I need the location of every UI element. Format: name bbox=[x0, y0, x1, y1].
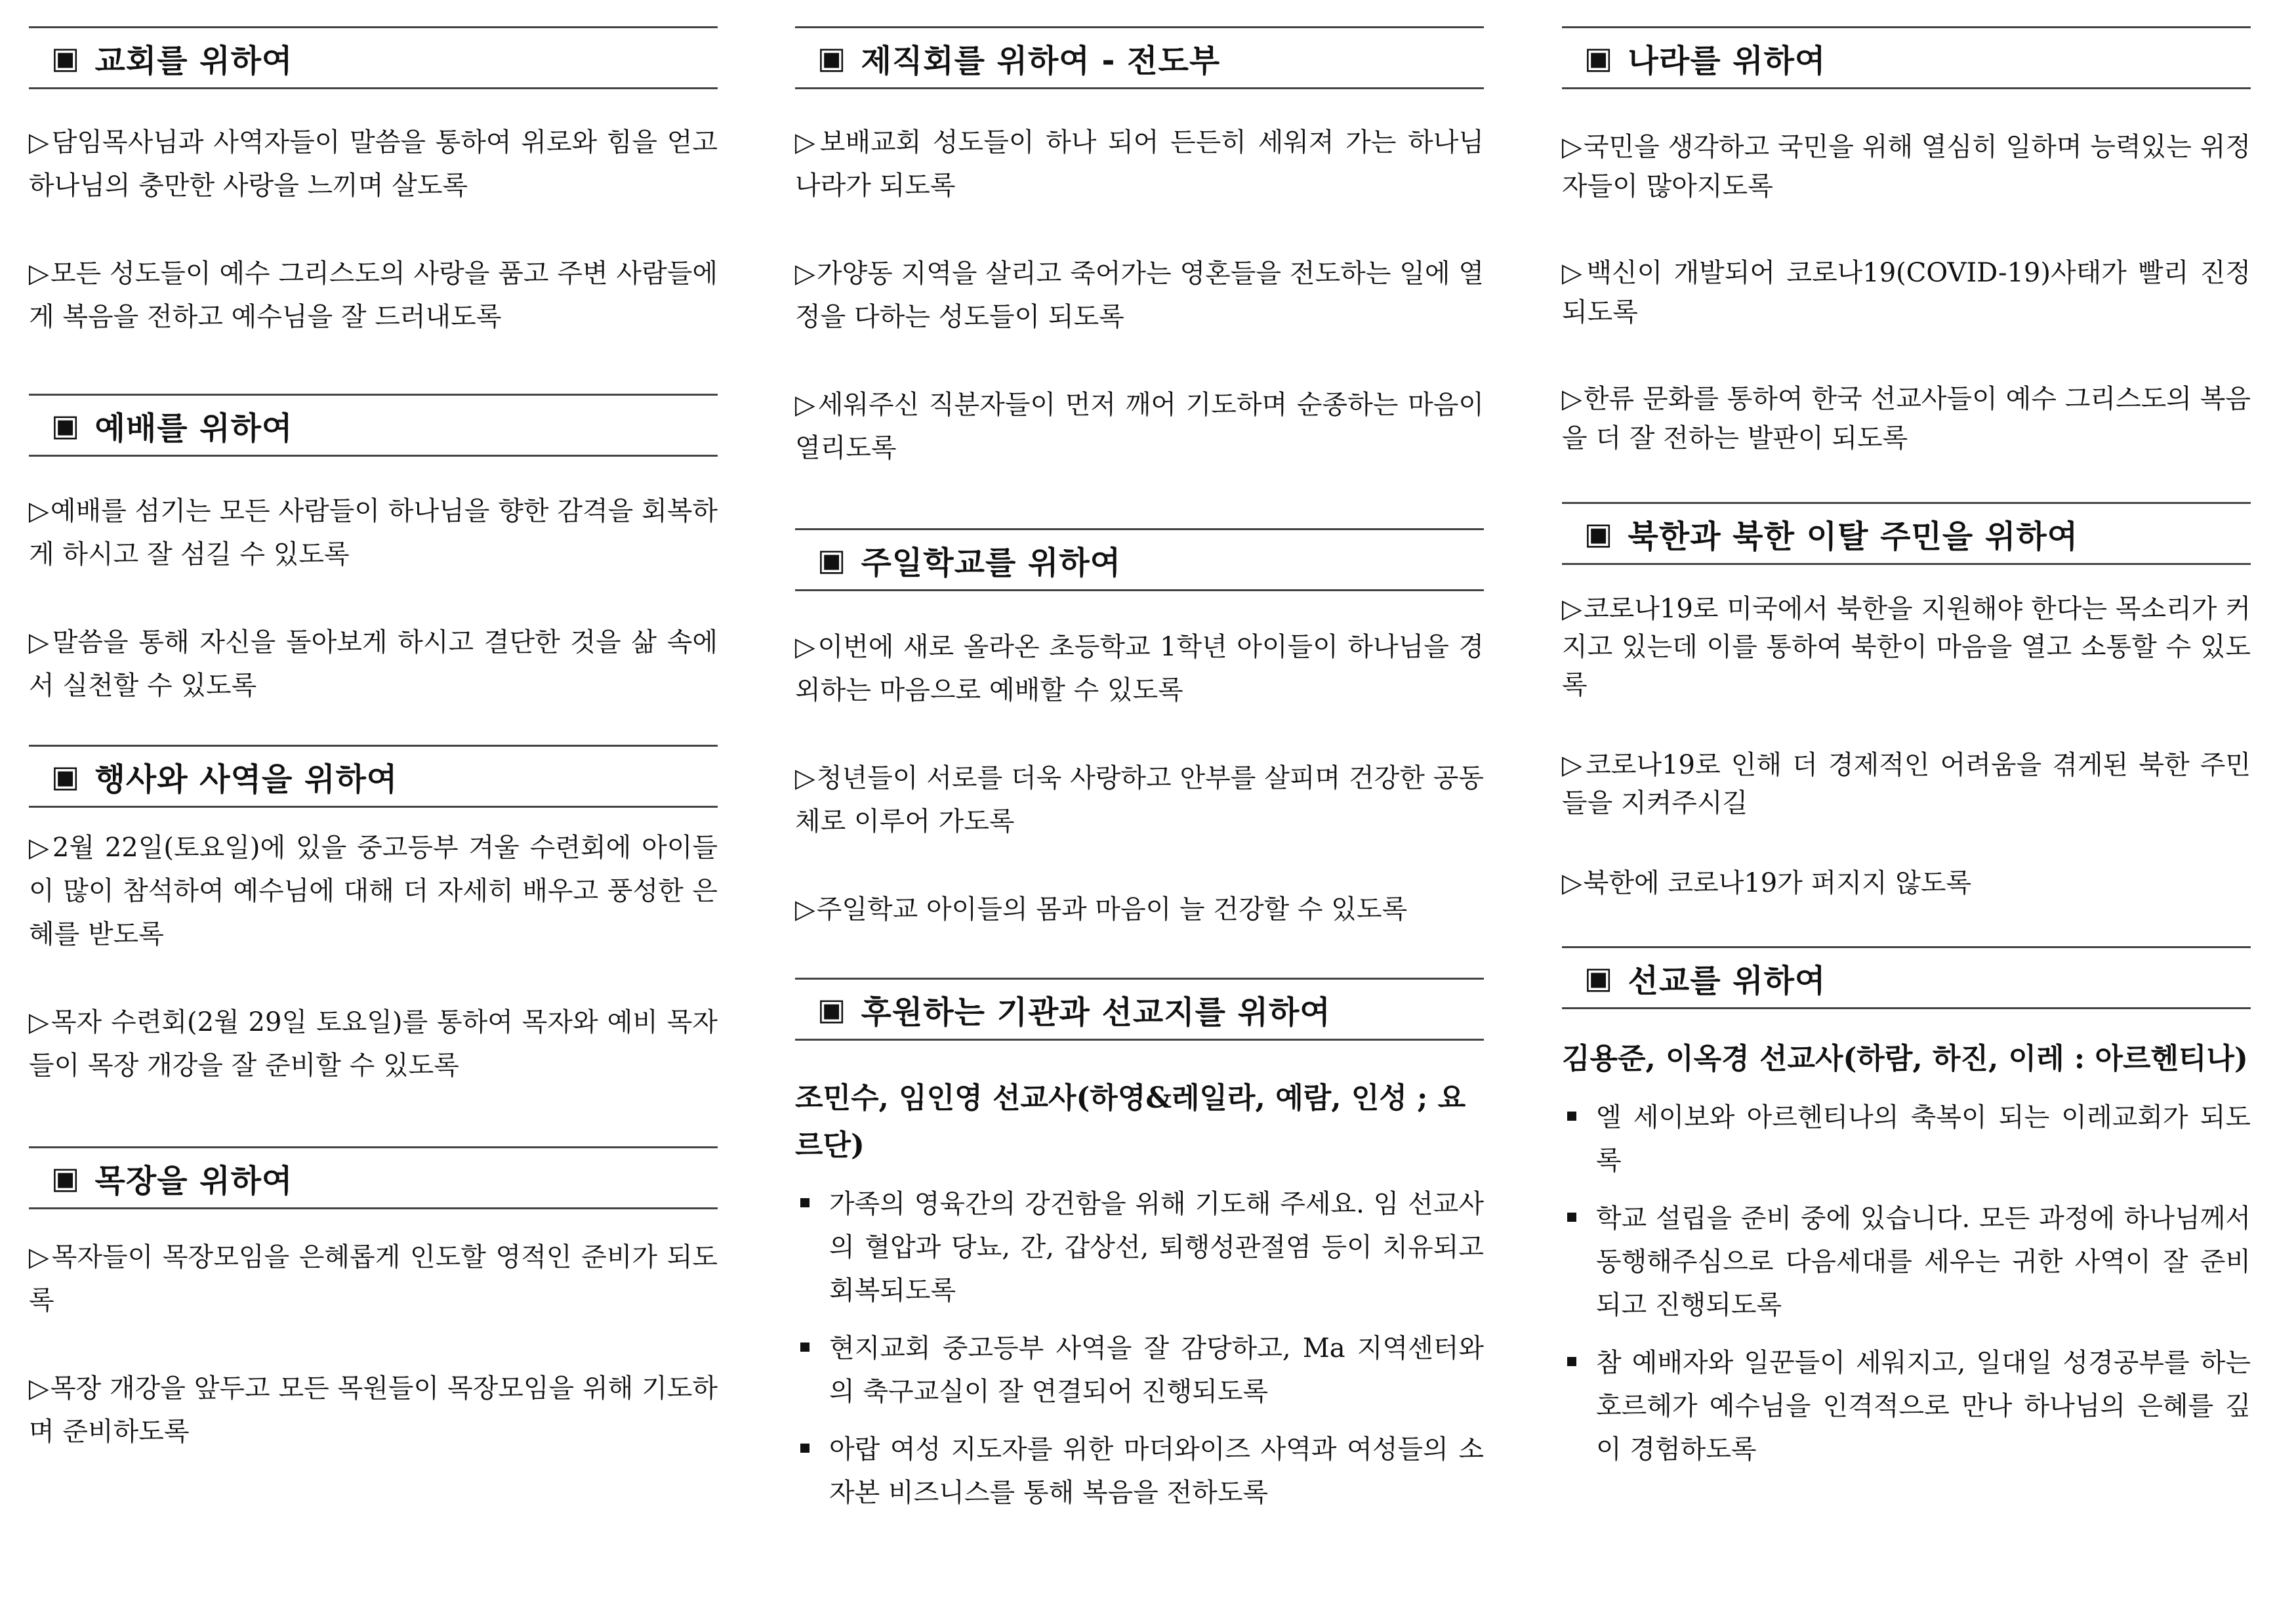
square-marker-icon: ▣ bbox=[51, 759, 81, 794]
prayer-item: ▷목장 개강을 앞두고 모든 목원들이 목장모임을 위해 기도하며 준비하도록 bbox=[29, 1373, 718, 1447]
list-item: 엘 세이보와 아르헨티나의 축복이 되는 이레교회가 되도록 bbox=[1562, 1096, 2251, 1182]
missionary-name: 김용준, 이옥경 선교사(하람, 하진, 이레 : 아르헨티나) bbox=[1562, 1042, 2248, 1075]
triangle-bullet-icon: ▷ bbox=[29, 1373, 49, 1404]
triangle-bullet-icon: ▷ bbox=[795, 632, 817, 662]
triangle-bullet-icon: ▷ bbox=[1562, 258, 1586, 288]
section-title: 주일학교를 위하여 bbox=[861, 544, 1122, 581]
square-marker-icon: ▣ bbox=[51, 1160, 81, 1196]
section-cell-group bbox=[29, 1146, 718, 1498]
triangle-bullet-icon: ▷ bbox=[29, 1007, 50, 1037]
prayer-item: ▷모든 성도들이 예수 그리스도의 사랑을 품고 주변 사람들에게 복음을 전하고 예수님을 잘 드러내도록 bbox=[29, 259, 718, 332]
square-marker-icon: ▣ bbox=[51, 407, 81, 443]
section-header bbox=[795, 528, 1484, 591]
section-title: 선교를 위하여 bbox=[1628, 962, 1826, 999]
triangle-bullet-icon: ▷ bbox=[1562, 384, 1582, 414]
prayer-item: ▷담임목사님과 사역자들이 말씀을 통하여 위로와 힘을 얻고 하나님의 충만한 사랑을 느끼며 살도록 bbox=[29, 127, 718, 201]
prayer-item: ▷북한에 코로나19가 퍼지지 않도록 bbox=[1562, 868, 1972, 898]
square-marker-icon: ▣ bbox=[817, 542, 847, 577]
section-title: 목장을 위하여 bbox=[94, 1162, 293, 1199]
list-item: 가족의 영육간의 강건함을 위해 기도해 주세요. 임 선교사의 혈압과 당뇨, 간, 갑상선, 퇴행성관절염 등이 치유되고 회복되도록 bbox=[795, 1182, 1484, 1312]
prayer-item: ▷말씀을 통해 자신을 돌아보게 하시고 결단한 것을 삶 속에서 실천할 수 있도록 bbox=[29, 627, 718, 701]
triangle-bullet-icon: ▷ bbox=[1562, 132, 1582, 162]
section-header bbox=[29, 1146, 718, 1209]
section-header bbox=[29, 745, 718, 808]
square-marker-icon: ▣ bbox=[1584, 40, 1614, 75]
triangle-bullet-icon: ▷ bbox=[29, 496, 49, 526]
section-header bbox=[795, 978, 1484, 1041]
section-church bbox=[29, 26, 718, 383]
section-header bbox=[29, 394, 718, 457]
triangle-bullet-icon: ▷ bbox=[1562, 750, 1585, 780]
section-sunday-school bbox=[795, 528, 1484, 976]
section-title: 제직회를 위하여 - 전도부 bbox=[861, 42, 1221, 79]
prayer-item: ▷청년들이 서로를 더욱 사랑하고 안부를 살피며 건강한 공동체로 이루어 가도록 bbox=[795, 763, 1484, 837]
square-bullet-icon bbox=[1567, 1357, 1576, 1366]
list-item: 아랍 여성 지도자를 위한 마더와이즈 사역과 여성들의 소자본 비즈니스를 통해 복음을 전하도록 bbox=[795, 1428, 1484, 1514]
square-marker-icon: ▣ bbox=[1584, 960, 1614, 995]
prayer-item: ▷2월 22일(토요일)에 있을 중고등부 겨울 수련회에 아이들이 많이 참석하여 예수님에 대해 더 자세히 배우고 풍성한 은혜를 받도록 bbox=[29, 833, 718, 949]
section-header bbox=[795, 26, 1484, 89]
triangle-bullet-icon: ▷ bbox=[29, 627, 51, 657]
square-marker-icon: ▣ bbox=[51, 40, 81, 75]
triangle-bullet-icon: ▷ bbox=[29, 1242, 51, 1272]
section-north-korea bbox=[1562, 502, 2251, 944]
triangle-bullet-icon: ▷ bbox=[1562, 594, 1582, 624]
prayer-item: ▷세워주신 직분자들이 먼저 깨어 기도하며 순종하는 마음이 열리도록 bbox=[795, 390, 1484, 463]
square-marker-icon: ▣ bbox=[817, 991, 847, 1027]
prayer-item: ▷가양동 지역을 살리고 죽어가는 영혼들을 전도하는 일에 열정을 다하는 성도들이 되도록 bbox=[795, 259, 1484, 332]
section-header bbox=[29, 26, 718, 89]
prayer-item: ▷이번에 새로 올라온 초등학교 1학년 아이들이 하나님을 경외하는 마음으로 예배할 수 있도록 bbox=[795, 632, 1484, 705]
square-marker-icon: ▣ bbox=[817, 40, 847, 75]
prayer-item: ▷예배를 섬기는 모든 사람들이 하나님을 향한 감격을 회복하게 하시고 잘 섬길 수 있도록 bbox=[29, 496, 718, 570]
section-header bbox=[1562, 502, 2251, 565]
triangle-bullet-icon: ▷ bbox=[795, 894, 815, 925]
triangle-bullet-icon: ▷ bbox=[795, 390, 817, 420]
square-bullet-icon bbox=[1567, 1213, 1576, 1222]
list-item: 학교 설립을 준비 중에 있습니다. 모든 과정에 하나님께서 동행해주심으로 다음세대를 세우는 귀한 사역이 잘 준비되고 진행되도록 bbox=[1562, 1197, 2251, 1327]
prayer-list bbox=[795, 1182, 1484, 1514]
triangle-bullet-icon: ▷ bbox=[29, 833, 51, 863]
prayer-item: ▷코로나19로 미국에서 북한을 지원해야 한다는 목소리가 커지고 있는데 이를 통하여 북한이 마음을 열고 소통할 수 있도록 bbox=[1562, 594, 2251, 700]
triangle-bullet-icon: ▷ bbox=[795, 763, 815, 793]
section-missions bbox=[1562, 946, 2251, 1486]
section-title: 북한과 북한 이탈 주민을 위하여 bbox=[1628, 518, 2079, 555]
list-item: 현지교회 중고등부 사역을 잘 감당하고, Ma 지역센터와의 축구교실이 잘 연결되어 진행되도록 bbox=[795, 1327, 1484, 1413]
prayer-item: ▷주일학교 아이들의 몸과 마음이 늘 건강할 수 있도록 bbox=[795, 894, 1408, 925]
section-missions-support bbox=[795, 978, 1484, 1529]
prayer-item: ▷보배교회 성도들이 하나 되어 든든히 세워져 가는 하나님 나라가 되도록 bbox=[795, 127, 1484, 201]
section-title: 나라를 위하여 bbox=[1628, 42, 1826, 79]
prayer-item: ▷한류 문화를 통하여 한국 선교사들이 예수 그리스도의 복음을 더 잘 전하는 발판이 되도록 bbox=[1562, 384, 2251, 453]
prayer-item: ▷코로나19로 인해 더 경제적인 어려움을 겪게된 북한 주민들을 지켜주시길 bbox=[1562, 750, 2251, 818]
section-worship bbox=[29, 394, 718, 752]
section-header bbox=[1562, 26, 2251, 89]
prayer-item: ▷국민을 생각하고 국민을 위해 열심히 일하며 능력있는 위정자들이 많아지도록 bbox=[1562, 132, 2251, 201]
square-bullet-icon bbox=[800, 1343, 810, 1352]
section-events bbox=[29, 745, 718, 1132]
section-title: 후원하는 기관과 선교지를 위하여 bbox=[861, 993, 1331, 1031]
prayer-item: ▷목자 수련회(2월 29일 토요일)를 통하여 목자와 예비 목자들이 목장 개강을 잘 준비할 수 있도록 bbox=[29, 1007, 718, 1081]
section-deacons bbox=[795, 26, 1484, 514]
list-item: 참 예배자와 일꾼들이 세워지고, 일대일 성경공부를 하는 호르헤가 예수님을 인격적으로 만나 하나님의 은혜를 깊이 경험하도록 bbox=[1562, 1341, 2251, 1471]
section-title: 행사와 사역을 위하여 bbox=[94, 760, 398, 798]
square-bullet-icon bbox=[800, 1444, 810, 1453]
section-nation bbox=[1562, 26, 2251, 505]
prayer-item: ▷백신이 개발되어 코로나19(COVID-19)사태가 빨리 진정되도록 bbox=[1562, 258, 2251, 327]
triangle-bullet-icon: ▷ bbox=[29, 127, 51, 157]
triangle-bullet-icon: ▷ bbox=[1562, 868, 1582, 898]
square-bullet-icon bbox=[800, 1198, 810, 1207]
square-bullet-icon bbox=[1567, 1112, 1576, 1121]
prayer-list bbox=[1562, 1096, 2251, 1471]
section-title: 예배를 위하여 bbox=[94, 409, 293, 447]
prayer-item: ▷목자들이 목장모임을 은혜롭게 인도할 영적인 준비가 되도록 bbox=[29, 1242, 718, 1316]
triangle-bullet-icon: ▷ bbox=[795, 127, 819, 157]
triangle-bullet-icon: ▷ bbox=[795, 259, 815, 289]
missionary-name: 조민수, 임인영 선교사(하영&레일라, 예람, 인성 ; 요르단) bbox=[795, 1081, 1466, 1162]
triangle-bullet-icon: ▷ bbox=[29, 259, 49, 289]
square-marker-icon: ▣ bbox=[1584, 516, 1614, 551]
section-header bbox=[1562, 946, 2251, 1009]
section-title: 교회를 위하여 bbox=[94, 42, 293, 79]
